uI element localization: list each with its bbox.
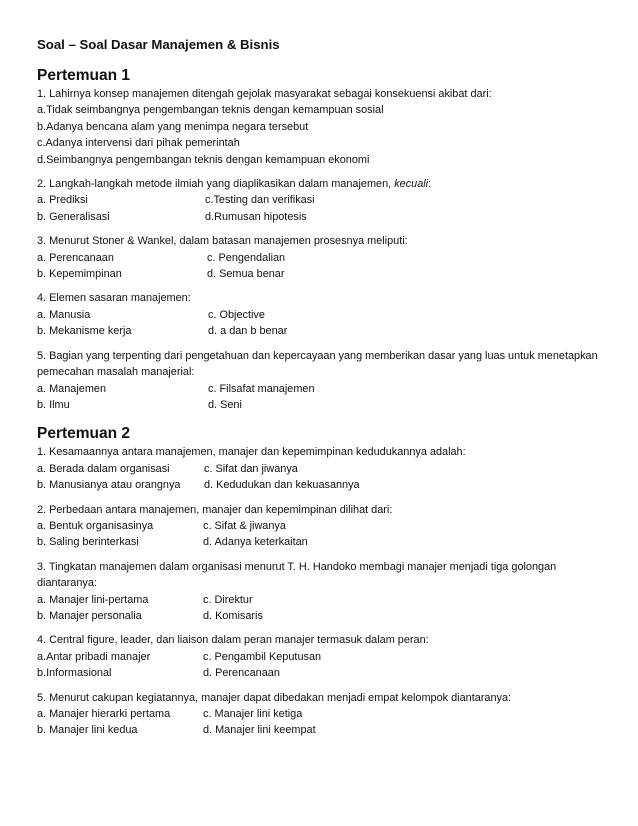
question-text: 4. Elemen sasaran manajemen: (37, 292, 191, 305)
option-d: d. Kedudukan dan kekuasannya (204, 479, 360, 492)
option-b: b. Manajer lini kedua (37, 724, 138, 737)
option-a: a. Manusia (37, 308, 91, 321)
option-a: a. Bentuk organisasinya (37, 519, 154, 532)
question-text: 2. Perbedaan antara manajemen, manajer dan kepemimpinan dilihat dari: (37, 503, 393, 516)
option-row (37, 397, 612, 413)
question-text (37, 176, 612, 192)
option-d: d. Manajer lini keempat (203, 724, 316, 737)
question-text-emphasis: kecuali (394, 178, 429, 191)
option-d: d. Adanya keterkaitan (203, 536, 308, 549)
option-b: b. Manusianya atau orangnya (37, 479, 181, 492)
option-c: c. Pengendalian (207, 251, 286, 264)
option-d: d. Semua benar (207, 268, 285, 281)
option-row (37, 307, 612, 323)
question-text-main: 2. Langkah-langkah metode ilmiah yang diaplikasikan dalam manajemen, (37, 178, 395, 191)
option-c: c. Manajer lini ketiga (203, 708, 303, 720)
option-c: c.Adanya intervensi dari pihak pemerintah (37, 137, 240, 150)
option-c: c. Sifat & jiwanya (203, 519, 286, 532)
option-c: c. Sifat dan jiwanya (204, 462, 298, 475)
document-page (37, 37, 612, 747)
option-b: b. Ilmu (37, 398, 70, 411)
option-a: a. Manajemen (37, 382, 107, 395)
option-row (37, 722, 612, 738)
option-b: b. Saling berinterkasi (37, 536, 139, 549)
question-text: 1. Lahirnya konsep manajemen ditengah gejolak masyarakat sebagai konsekuensi akibat dari: (37, 88, 492, 100)
option-c: c. Pengambil Keputusan (203, 650, 322, 663)
question-p2-3 (37, 559, 612, 625)
option-b: b.Adanya bencana alam yang menimpa negara tersebut (37, 120, 309, 133)
question-p1-1 (37, 86, 612, 168)
question-p2-5 (37, 690, 612, 739)
option-row (37, 266, 612, 282)
option-b: b. Mekanisme kerja (37, 325, 132, 338)
question-p1-5 (37, 348, 612, 414)
question-text: 3. Menurut Stoner & Wankel, dalam batasan manajemen prosesnya meliputi: (37, 235, 408, 248)
option-row (37, 706, 612, 722)
option-row (37, 534, 612, 550)
option-row (37, 518, 612, 534)
option-a: a. Prediksi (37, 194, 88, 207)
option-b: b. Kepemimpinan (37, 268, 122, 281)
question-p1-3 (37, 233, 612, 282)
question-text: 5. Menurut cakupan kegiatannya, manajer dapat dibedakan menjadi empat kelompok diantaranya: (37, 691, 512, 704)
option-c: c. Objective (208, 308, 265, 321)
option-row (37, 381, 612, 397)
section-title-pertemuan-2: Pertemuan 2 (37, 425, 131, 443)
question-text: 1. Kesamaannya antara manajemen, manajer dan kepemimpinan kedudukannya adalah: (37, 446, 466, 459)
question-text: 4. Central figure, leader, dan liaison dalam peran manajer termasuk dalam peran: (37, 634, 429, 647)
option-a: a. Manajer hierarki pertama (37, 708, 171, 720)
section-title-pertemuan-1: Pertemuan 1 (37, 67, 131, 84)
option-row (37, 649, 612, 665)
question-text: 3. Tingkatan manajemen dalam organisasi menurut T. H. Handoko membagi manajer menjadi tiga golongan diantaranya: (37, 560, 557, 590)
question-p1-2 (37, 176, 612, 225)
option-a: a. Manajer lini-pertama (37, 593, 149, 606)
option-row (37, 461, 612, 477)
option-d: d.Rumusan hipotesis (205, 210, 307, 223)
question-p2-1 (37, 444, 612, 493)
option-b: b. Manajer personalia (37, 609, 142, 622)
option-row (37, 192, 612, 208)
option-a: a. Perencanaan (37, 251, 114, 264)
option-c: c.Testing dan verifikasi (205, 194, 315, 207)
question-text-end: : (428, 178, 432, 191)
option-row (37, 592, 612, 608)
option-a: a.Antar pribadi manajer (37, 650, 151, 663)
option-d: d.Seimbangnya pengembangan teknis dengan kemampuan ekonomi (37, 153, 370, 166)
question-p1-4 (37, 290, 612, 339)
option-row (37, 608, 612, 624)
question-p2-2 (37, 502, 612, 551)
option-a: a. Berada dalam organisasi (37, 462, 170, 475)
option-c: c. Direktur (203, 593, 253, 606)
option-d: d. a dan b benar (208, 325, 288, 338)
option-row (37, 665, 612, 681)
option-b: b.Informasional (37, 667, 112, 680)
option-a: a.Tidak seimbangnya pengembangan teknis dengan kemampuan sosial (37, 104, 384, 117)
option-row (37, 323, 612, 339)
option-row (37, 209, 612, 225)
option-b: b. Generalisasi (37, 210, 110, 223)
option-row (37, 477, 612, 493)
option-d: d. Seni (208, 398, 242, 411)
document-title: Soal – Soal Dasar Manajemen & Bisnis (37, 37, 280, 52)
option-c: c. Filsafat manajemen (208, 382, 315, 395)
option-d: d. Komisaris (203, 609, 263, 622)
question-text: 5. Bagian yang terpenting dari pengetahuan dan kepercayaan yang memberikan dasar yang luas untuk menetapkan pemecahan masalah manajerial: (37, 349, 598, 379)
question-p2-4 (37, 632, 612, 681)
option-d: d. Perencanaan (203, 667, 280, 680)
option-row (37, 250, 612, 266)
